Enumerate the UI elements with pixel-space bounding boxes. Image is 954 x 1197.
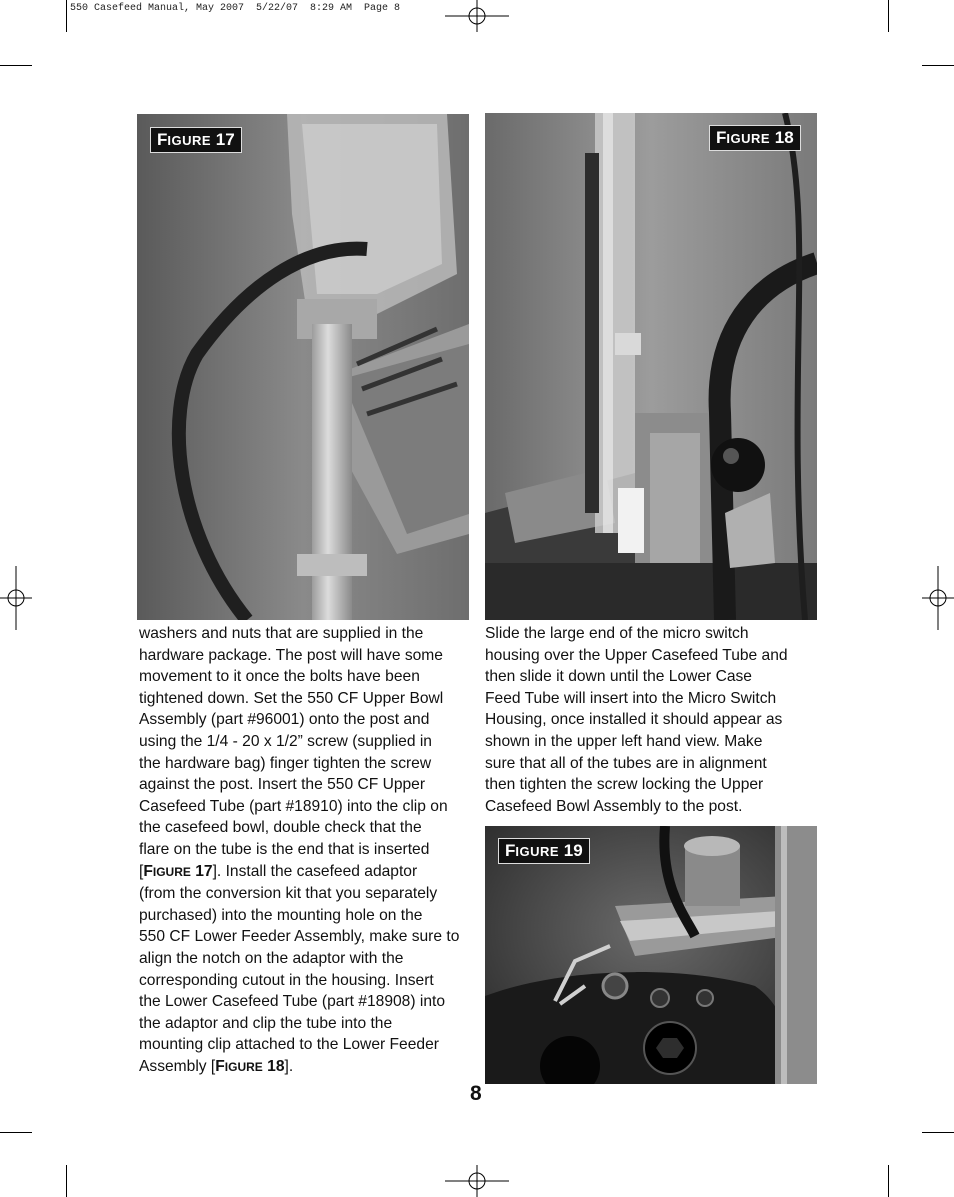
text-line: Slide the large end of the micro switch — [485, 625, 749, 642]
text-line: purchased) into the mounting hole on the — [139, 906, 423, 924]
figure-18-photo — [485, 113, 817, 620]
text-line: Housing, once installed it should appear as — [485, 711, 783, 729]
registration-mark-top — [445, 0, 509, 32]
text-line: align the notch on the adaptor with the — [139, 949, 404, 967]
text-line: Casefeed Tube (part #18910) into the clip on — [139, 797, 448, 815]
text-line: movement to it once the bolts have been — [139, 668, 420, 686]
text-line: hardware package. The post will have some — [139, 646, 443, 664]
text-line: Feed Tube will insert into the Micro Switch — [485, 689, 777, 707]
text-line: shown in the upper left hand view. Make — [485, 732, 763, 750]
text-line: then slide it down until the Lower Case — [485, 668, 752, 686]
right-column-text — [485, 623, 817, 817]
text-line: flare on the tube is the end that is inserted — [139, 840, 430, 858]
text-line: corresponding cutout in the housing. Insert — [139, 971, 434, 989]
page-number: 8 — [470, 1082, 482, 1105]
text-line: then tighten the screw locking the Upper — [485, 776, 764, 794]
text-line: the adaptor and clip the tube into the — [139, 1014, 393, 1032]
text-line: the Lower Casefeed Tube (part #18908) into — [139, 993, 446, 1011]
text-line: Assembly [FIGURE 18]. — [139, 1057, 294, 1075]
figure-18-reference: FIGURE 18 — [215, 1057, 285, 1075]
figure-19-photo — [485, 826, 817, 1084]
text-line: Assembly (part #96001) onto the post and — [139, 711, 430, 729]
figure-18-label: FIGURE 18 — [709, 125, 801, 151]
text-line: [FIGURE 17]. Install the casefeed adaptor — [139, 862, 418, 880]
figure-17-label: FIGURE 17 — [150, 127, 242, 153]
text-line: mounting clip attached to the Lower Feeder — [139, 1036, 439, 1054]
figure-17-reference: FIGURE 17 — [143, 862, 213, 880]
text-line: using the 1/4 - 20 x 1/2” screw (supplied in — [139, 732, 432, 750]
text-line: washers and nuts that are supplied in the — [139, 625, 424, 642]
text-line: housing over the Upper Casefeed Tube and — [485, 646, 788, 664]
registration-mark-right — [922, 566, 954, 630]
text-line: against the post. Insert the 550 CF Upper — [139, 776, 426, 794]
left-column-text — [139, 623, 471, 1078]
registration-mark-left — [0, 566, 32, 630]
text-line: sure that all of the tubes are in alignment — [485, 754, 767, 772]
figure-19-label: FIGURE 19 — [498, 838, 590, 864]
text-line: Casefeed Bowl Assembly to the post. — [485, 797, 743, 815]
print-slug: 550 Casefeed Manual, May 2007 5/22/07 8:29 AM Page 8 — [70, 3, 401, 14]
text-line: the casefeed bowl, double check that the — [139, 819, 422, 837]
registration-mark-bottom — [445, 1165, 509, 1197]
text-line: tightened down. Set the 550 CF Upper Bowl — [139, 689, 444, 707]
text-line: 550 CF Lower Feeder Assembly, make sure to — [139, 928, 460, 946]
figure-17-photo — [137, 114, 469, 620]
text-line: the hardware bag) finger tighten the screw — [139, 754, 432, 772]
text-line: (from the conversion kit that you separately — [139, 885, 438, 903]
